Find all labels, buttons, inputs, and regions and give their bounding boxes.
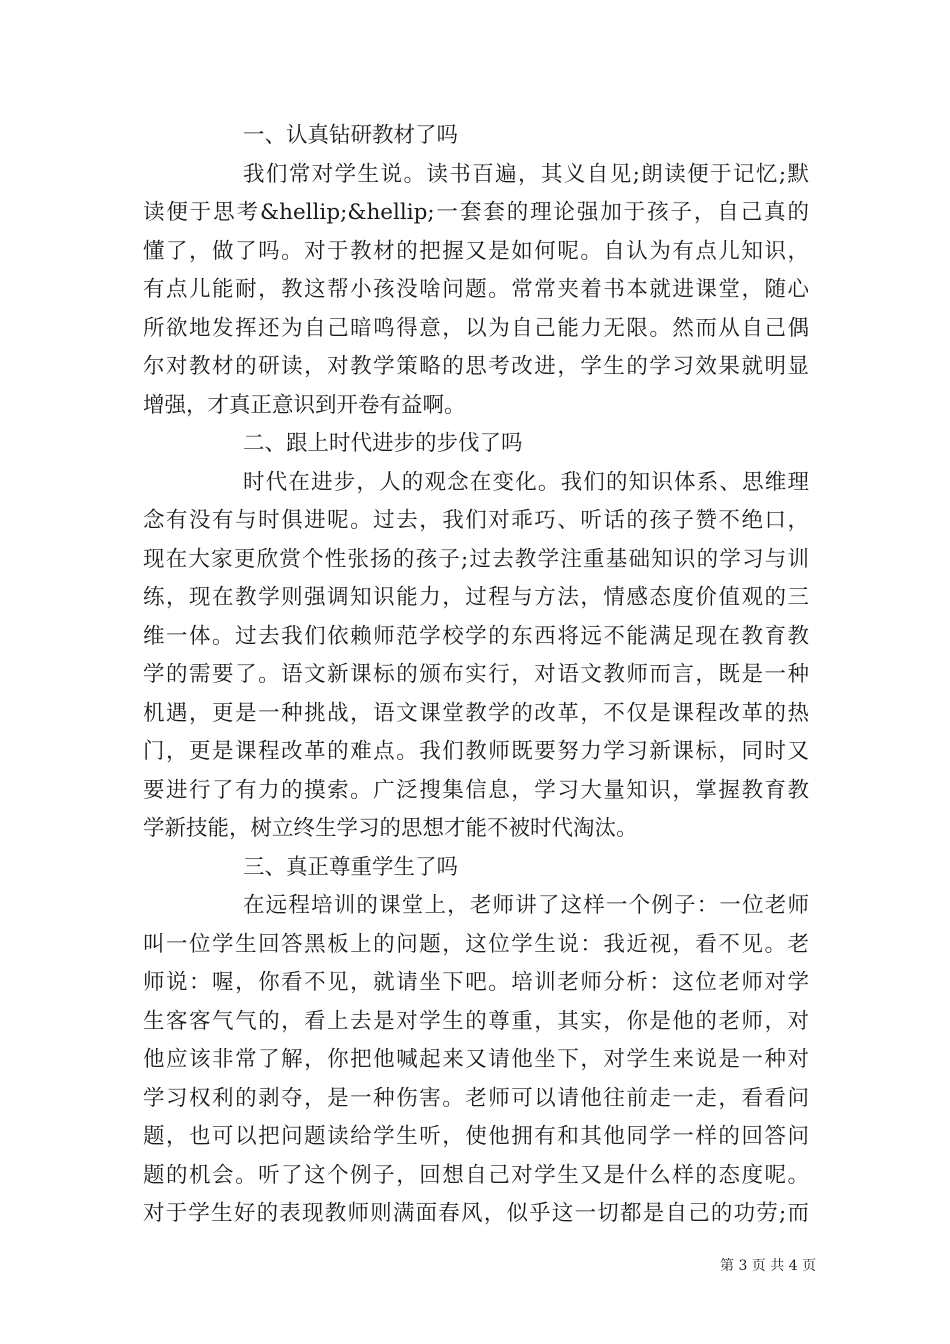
paragraph-line: 现在大家更欣赏个性张扬的孩子;过去教学注重基础知识的学习与训 [143,546,809,572]
paragraph-line: 念有没有与时俱进呢。过去，我们对乖巧、听话的孩子赞不绝口， [143,508,809,533]
paragraph-line: 练，现在教学则强调知识能力，过程与方法，情感态度价值观的三 [143,585,809,610]
paragraph-line: 时代在进步，人的观念在变化。我们的知识体系、思维理 [243,469,809,495]
paragraph-line: 维一体。过去我们依赖师范学校学的东西将远不能满足现在教育教 [143,623,809,649]
paragraph-line: 学习权利的剥夺，是一种伤害。老师可以请他往前走一走，看看问 [143,1085,809,1111]
paragraph-line: 对于学生好的表现教师则满面春风，似乎这一切都是自己的功劳;而 [143,1201,809,1226]
paragraph-line: 他应该非常了解，你把他喊起来又请他坐下，对学生来说是一种对 [143,1047,809,1072]
paragraph-line: 有点儿能耐，教这帮小孩没啥问题。常常夹着书本就进课堂，随心 [143,277,809,302]
paragraph-line: 尔对教材的研读，对教学策略的思考改进，学生的学习效果就明显 [143,354,809,379]
document-body [143,117,809,1234]
paragraph-line: 学新技能，树立终生学习的思想才能不被时代淘汰。 [143,816,638,841]
paragraph-line: 题的机会。听了这个例子，回想自己对学生又是什么样的态度呢。 [143,1162,809,1188]
paragraph-line: 叫一位学生回答黑板上的问题，这位学生说：我近视，看不见。老 [143,931,809,957]
section-heading: 二、跟上时代进步的步伐了吗 [243,431,523,456]
paragraph-line: 机遇，更是一种挑战，语文课堂教学的改革，不仅是课程改革的热 [143,700,809,726]
paragraph-line: 生客客气气的，看上去是对学生的尊重，其实，你是他的老师，对 [143,1008,809,1034]
paragraph-line: 门，更是课程改革的难点。我们教师既要努力学习新课标，同时又 [143,739,809,764]
paragraph-line: 师说：喔，你看不见，就请坐下吧。培训老师分析：这位老师对学 [143,970,809,995]
paragraph-line: 读便于思考&hellip;&hellip;一套套的理论强加于孩子，自己真的 [143,200,809,225]
paragraph-line: 懂了，做了吗。对于教材的把握又是如何呢。自认为有点儿知识， [143,238,809,264]
paragraph-line: 在远程培训的课堂上，老师讲了这样一个例子：一位老师 [243,893,809,918]
page-number: 第 3 页 共 4 页 [720,1258,817,1274]
section-heading: 三、真正尊重学生了吗 [243,854,459,880]
paragraph-line: 所欲地发挥还为自己暗鸣得意，以为自己能力无限。然而从自己偶 [143,315,809,341]
paragraph-line: 要进行了有力的摸索。广泛搜集信息，学习大量知识，掌握教育教 [143,777,809,803]
paragraph-line: 增强，才真正意识到开卷有益啊。 [143,392,466,418]
section-heading: 一、认真钻研教材了吗 [243,123,459,148]
paragraph-line: 我们常对学生说。读书百遍，其义自见;朗读便于记忆;默 [243,161,809,187]
paragraph-line: 学的需要了。语文新课标的颁布实行，对语文教师而言，既是一种 [143,662,809,687]
paragraph-line: 题，也可以把问题读给学生听，使他拥有和其他同学一样的回答问 [143,1124,809,1149]
